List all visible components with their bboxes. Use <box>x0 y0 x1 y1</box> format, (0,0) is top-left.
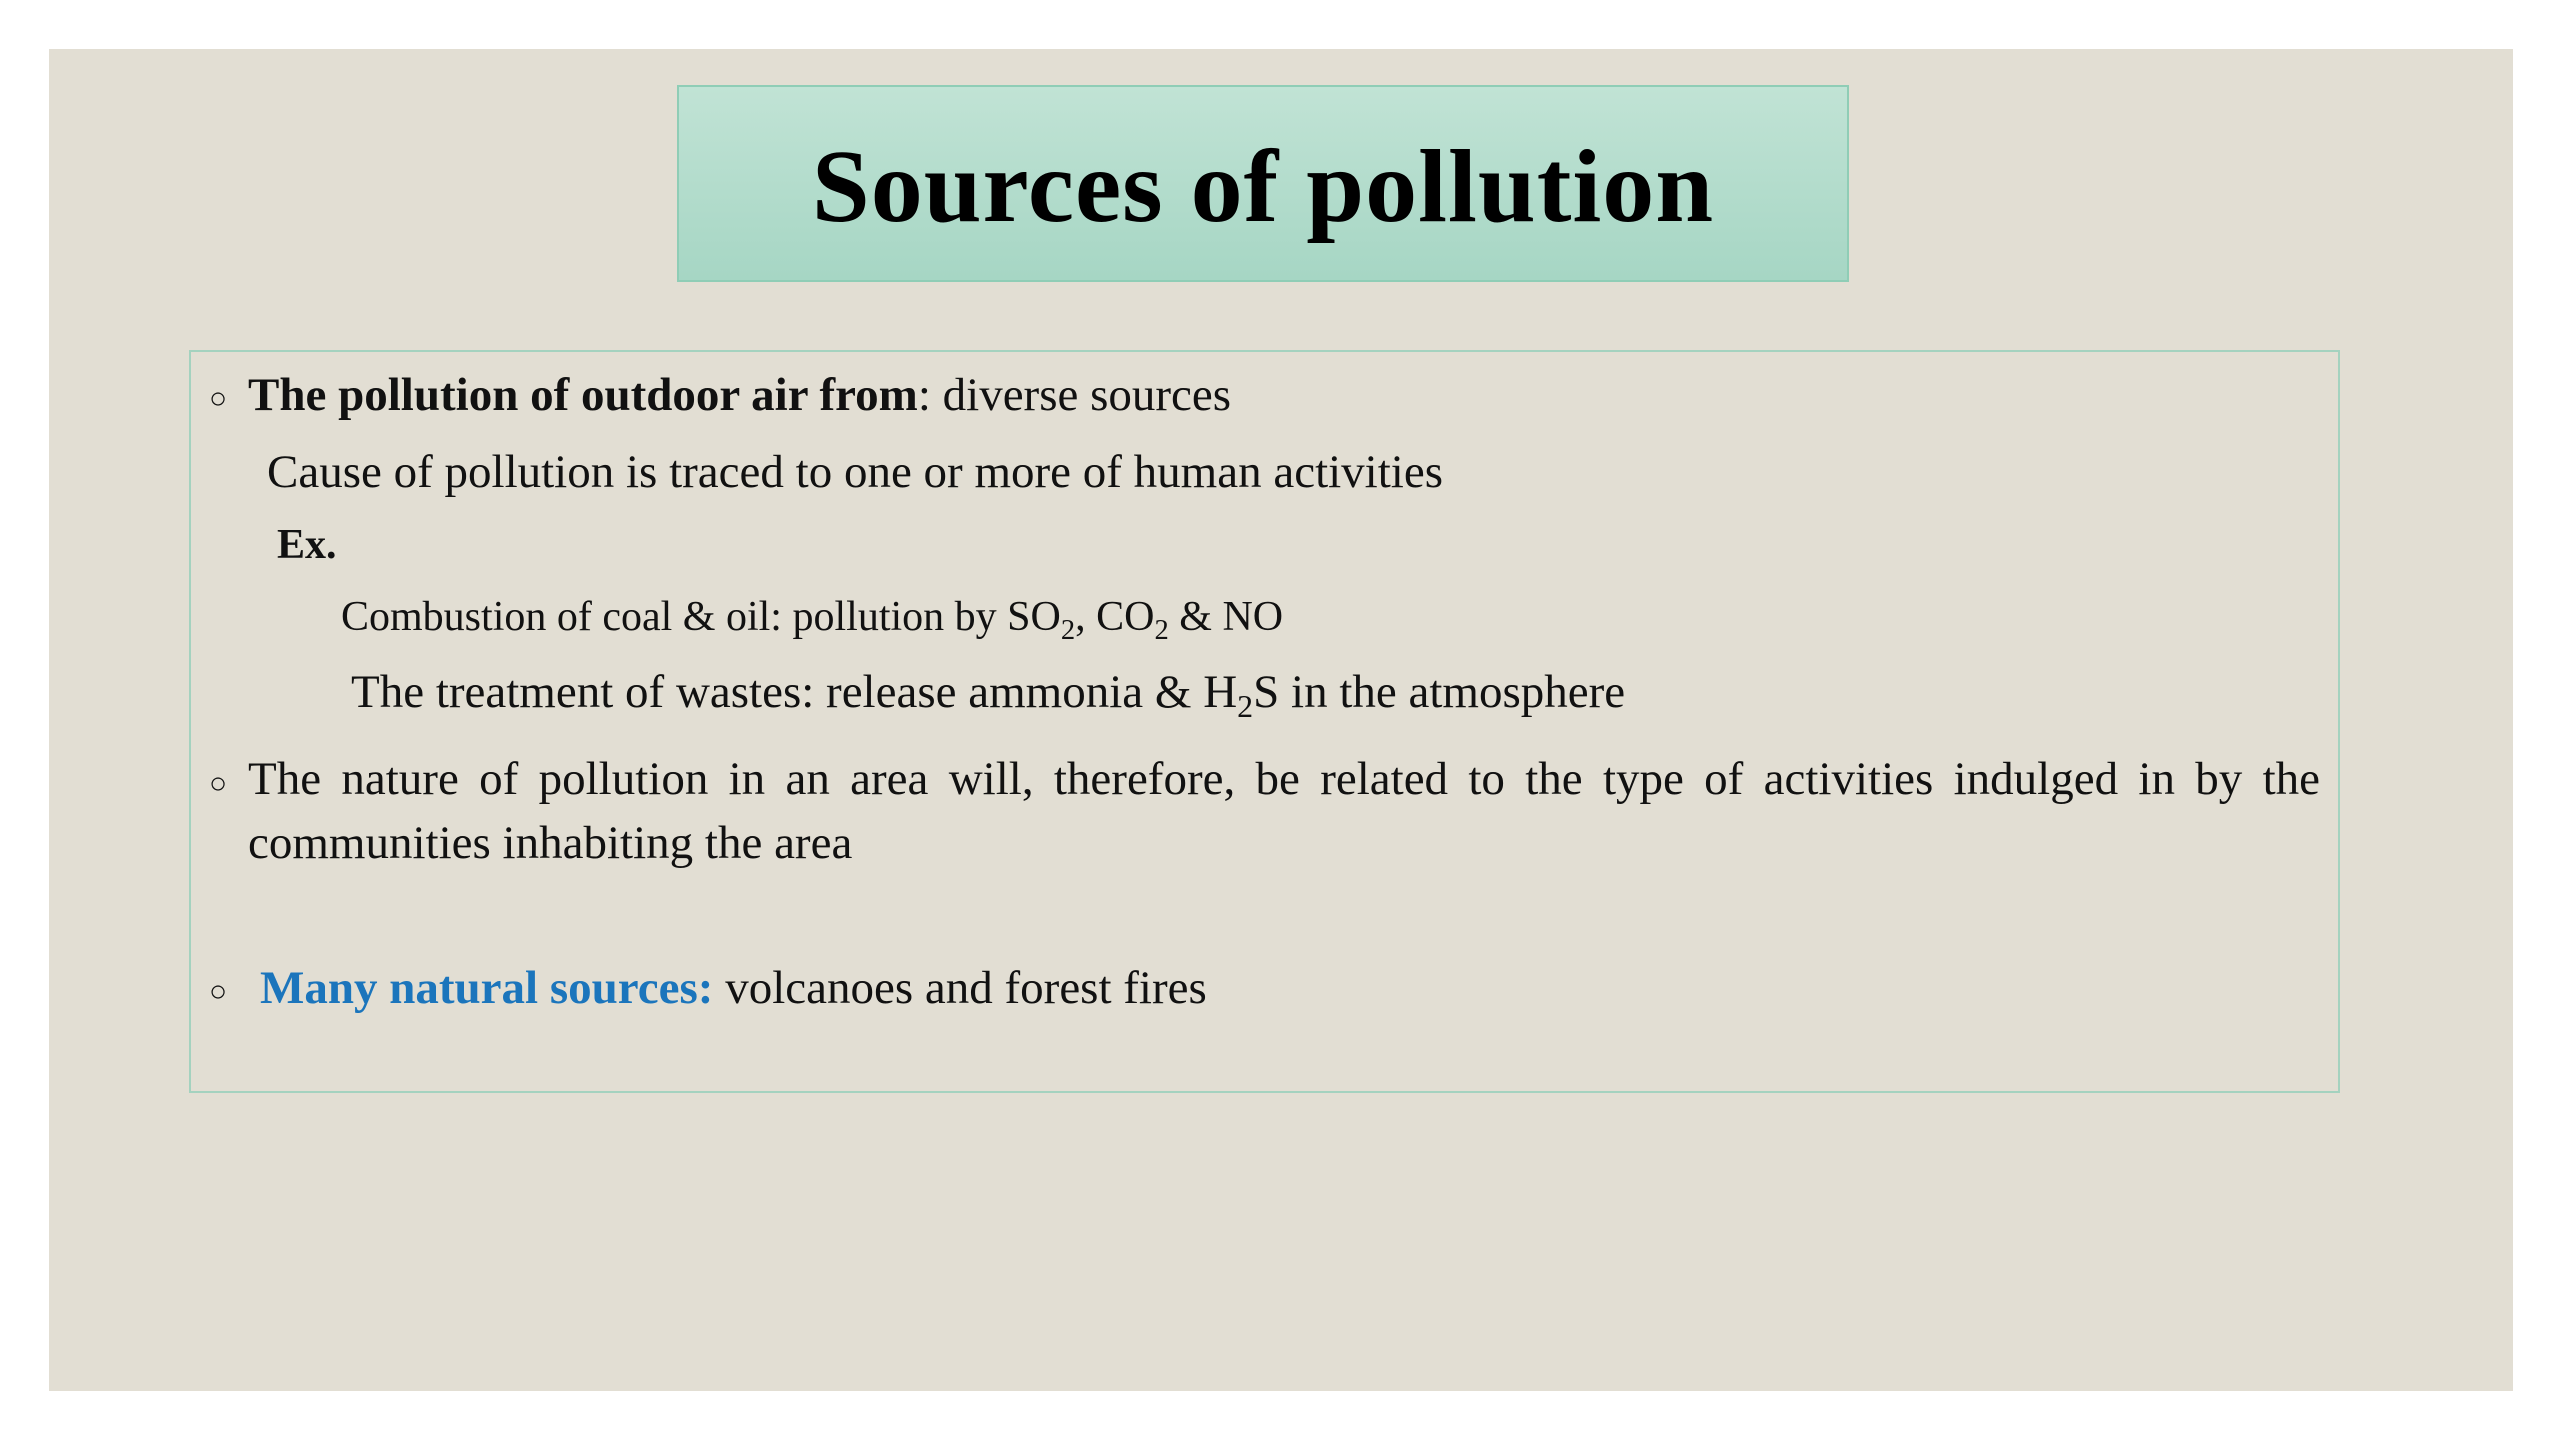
example-1-sub-b: 2 <box>1154 614 1169 646</box>
bullet-1 <box>248 369 1232 421</box>
ex-label: Ex. <box>277 522 337 568</box>
bullet-1-lead: The pollution of outdoor air from <box>248 369 918 421</box>
slide <box>49 49 2513 1391</box>
bullet-circle-icon: ○ <box>209 767 228 800</box>
example-1-text-c: & NO <box>1168 594 1284 640</box>
bullet-circle-icon: ○ <box>209 382 228 415</box>
bullet-3-lead: Many natural sources: <box>260 962 714 1014</box>
example-1-sub-a: 2 <box>1060 614 1076 646</box>
bullet-3-rest: volcanoes and forest fires <box>713 962 1207 1014</box>
example-2-text-b: S in the atmosphere <box>1253 666 1626 718</box>
slide-title: Sources of pollution <box>811 129 1715 244</box>
example-2-text-a: The treatment of wastes: release ammonia & H <box>351 666 1238 718</box>
example-1-text-b: , CO <box>1075 594 1155 640</box>
title-box <box>677 85 1849 282</box>
example-combustion <box>341 594 1284 646</box>
example-1-text-a: Combustion of coal & oil: pollution by SO <box>341 594 1061 640</box>
cause-line: Cause of pollution is traced to one or more of human activities <box>267 446 1444 498</box>
bullet-1-rest: : diverse sources <box>917 369 1232 421</box>
bullet-3 <box>260 962 1207 1014</box>
bullet-2: The nature of pollution in an area will, therefore, be related to the type of activities indulged in by the communities inhabiting the area <box>248 753 2320 869</box>
example-2-sub-a: 2 <box>1237 688 1254 724</box>
example-wastes <box>351 666 1626 724</box>
content-box <box>189 350 2340 1093</box>
bullet-circle-icon: ○ <box>209 975 228 1008</box>
